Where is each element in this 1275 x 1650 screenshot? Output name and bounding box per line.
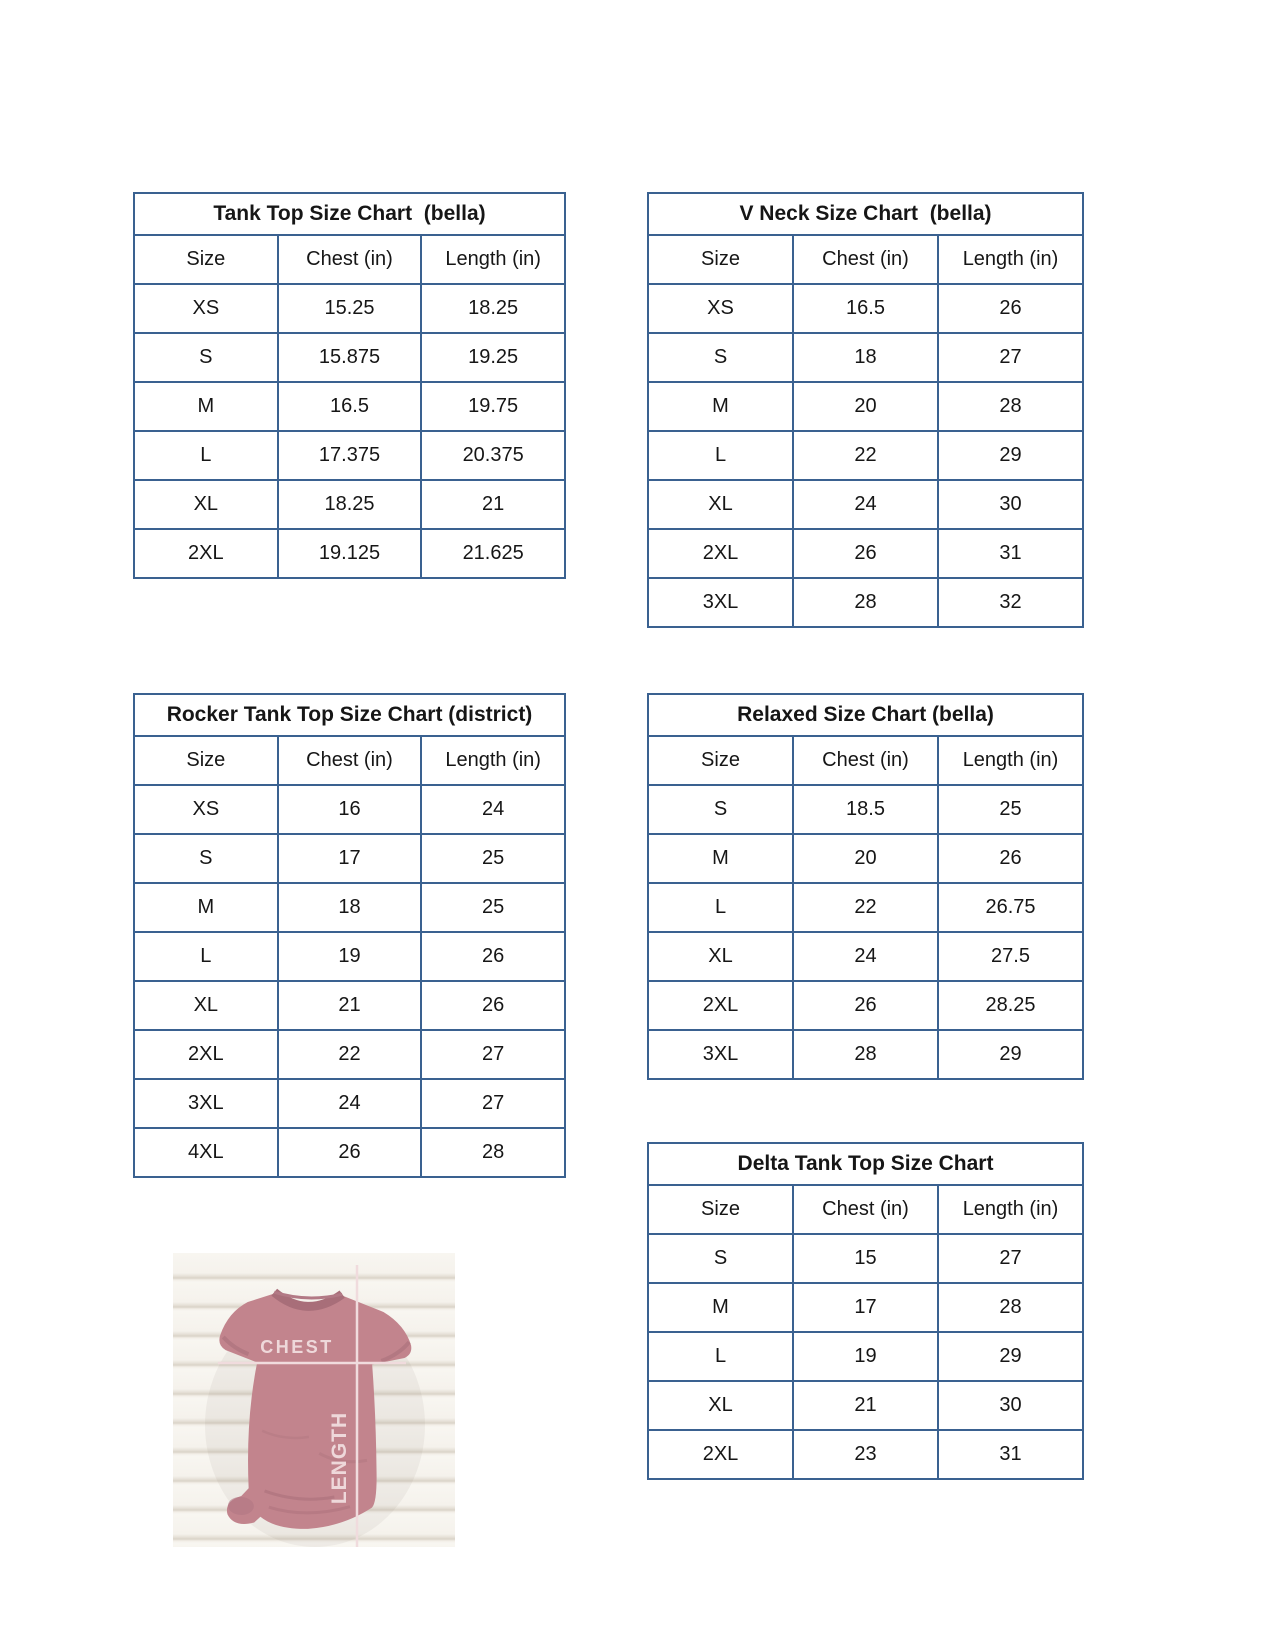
table-row	[134, 785, 565, 834]
table-row	[134, 834, 565, 883]
table-cell: XL	[134, 981, 278, 1030]
table-row	[134, 932, 565, 981]
table-cell: S	[134, 333, 278, 382]
table-cell: 2XL	[648, 529, 793, 578]
table-header-row	[648, 1185, 1083, 1234]
table-cell: 18.25	[421, 284, 565, 333]
column-header-length: Length (in)	[421, 235, 565, 284]
column-header-chest: Chest (in)	[278, 736, 422, 785]
column-header-length: Length (in)	[938, 736, 1083, 785]
table-cell: 26.75	[938, 883, 1083, 932]
table-cell: S	[648, 785, 793, 834]
table-cell: 29	[938, 1030, 1083, 1079]
table-cell: 15.875	[278, 333, 422, 382]
table-cell: 31	[938, 1430, 1083, 1479]
table-cell: 16.5	[278, 382, 422, 431]
table-row	[134, 431, 565, 480]
table-row	[134, 382, 565, 431]
table-cell: L	[134, 431, 278, 480]
table-row	[134, 883, 565, 932]
table-cell: 20	[793, 834, 938, 883]
table-row	[648, 1283, 1083, 1332]
table-cell: 2XL	[648, 1430, 793, 1479]
table-cell: 20	[793, 382, 938, 431]
table-cell: 23	[793, 1430, 938, 1479]
table-cell: XS	[134, 785, 278, 834]
table-cell: 26	[938, 284, 1083, 333]
table-cell: 29	[938, 1332, 1083, 1381]
table-cell: M	[648, 1283, 793, 1332]
table-row	[134, 284, 565, 333]
table-cell: 18.5	[793, 785, 938, 834]
table-cell: M	[134, 883, 278, 932]
table-cell: 22	[793, 883, 938, 932]
table-header-row	[648, 235, 1083, 284]
table-row	[648, 932, 1083, 981]
table-cell: 27	[938, 333, 1083, 382]
column-header-chest: Chest (in)	[793, 736, 938, 785]
table-cell: 16	[278, 785, 422, 834]
table-cell: 28	[421, 1128, 565, 1177]
table-header-row	[134, 736, 565, 785]
table-row	[648, 284, 1083, 333]
table-title-row	[134, 193, 565, 235]
column-header-size: Size	[648, 235, 793, 284]
column-header-length: Length (in)	[938, 1185, 1083, 1234]
table-cell: 27	[421, 1030, 565, 1079]
table-cell: 19.25	[421, 333, 565, 382]
table-cell: 29	[938, 431, 1083, 480]
table-cell: M	[648, 834, 793, 883]
table-row	[648, 1332, 1083, 1381]
column-header-chest: Chest (in)	[793, 235, 938, 284]
table-cell: 4XL	[134, 1128, 278, 1177]
table-cell: 19	[793, 1332, 938, 1381]
table-cell: 20.375	[421, 431, 565, 480]
table-cell: 25	[938, 785, 1083, 834]
table-cell: 32	[938, 578, 1083, 627]
table-row	[134, 529, 565, 578]
table-cell: XL	[648, 480, 793, 529]
table-cell: 30	[938, 1381, 1083, 1430]
table-row	[648, 578, 1083, 627]
table-cell: 26	[278, 1128, 422, 1177]
table-cell: 3XL	[648, 578, 793, 627]
column-header-size: Size	[134, 235, 278, 284]
table-cell: 3XL	[134, 1079, 278, 1128]
table-row	[648, 1030, 1083, 1079]
table-title: Tank Top Size Chart (bella)	[134, 193, 565, 235]
table-header-row	[134, 235, 565, 284]
table-cell: 16.5	[793, 284, 938, 333]
table-cell: S	[648, 333, 793, 382]
table-cell: 19.75	[421, 382, 565, 431]
table-cell: 22	[793, 431, 938, 480]
table-cell: 26	[793, 981, 938, 1030]
table-cell: 17.375	[278, 431, 422, 480]
table-cell: L	[134, 932, 278, 981]
table-cell: 17	[793, 1283, 938, 1332]
table-row	[134, 1030, 565, 1079]
table-row	[648, 529, 1083, 578]
table-cell: M	[134, 382, 278, 431]
table-row	[134, 1079, 565, 1128]
table-cell: 19	[278, 932, 422, 981]
table-title-row	[648, 694, 1083, 736]
table-cell: 28.25	[938, 981, 1083, 1030]
table-cell: S	[648, 1234, 793, 1283]
table-cell: 28	[938, 382, 1083, 431]
table-row	[134, 1128, 565, 1177]
table-cell: L	[648, 1332, 793, 1381]
table-cell: 27.5	[938, 932, 1083, 981]
table-row	[134, 480, 565, 529]
table-cell: 28	[793, 1030, 938, 1079]
table-cell: L	[648, 883, 793, 932]
table-cell: 30	[938, 480, 1083, 529]
table-cell: 21	[278, 981, 422, 1030]
table-cell: XL	[648, 932, 793, 981]
size-table-v-neck	[647, 192, 1084, 628]
table-cell: 22	[278, 1030, 422, 1079]
table-title-row	[134, 694, 565, 736]
shirt-measurement-photo	[173, 1253, 455, 1547]
table-cell: 18	[278, 883, 422, 932]
table-cell: 21.625	[421, 529, 565, 578]
table-row	[648, 382, 1083, 431]
size-table-rocker-tank	[133, 693, 566, 1178]
table-row	[648, 785, 1083, 834]
table-cell: 26	[421, 932, 565, 981]
table-cell: 31	[938, 529, 1083, 578]
table-cell: XS	[134, 284, 278, 333]
table-cell: 21	[421, 480, 565, 529]
column-header-chest: Chest (in)	[793, 1185, 938, 1234]
table-cell: 3XL	[648, 1030, 793, 1079]
table-cell: 19.125	[278, 529, 422, 578]
table-cell: 18.25	[278, 480, 422, 529]
table-row	[648, 480, 1083, 529]
column-header-chest: Chest (in)	[278, 235, 422, 284]
table-cell: 21	[793, 1381, 938, 1430]
table-cell: 15.25	[278, 284, 422, 333]
table-cell: 26	[421, 981, 565, 1030]
table-title-row	[648, 193, 1083, 235]
chest-label: CHEST	[260, 1337, 334, 1357]
table-cell: 28	[938, 1283, 1083, 1332]
table-cell: XS	[648, 284, 793, 333]
table-row	[134, 981, 565, 1030]
table-header-row	[648, 736, 1083, 785]
table-cell: 24	[793, 932, 938, 981]
column-header-size: Size	[648, 736, 793, 785]
table-cell: 26	[793, 529, 938, 578]
table-row	[648, 883, 1083, 932]
column-header-size: Size	[648, 1185, 793, 1234]
size-table-delta-tank	[647, 1142, 1084, 1480]
table-cell: 28	[793, 578, 938, 627]
table-cell: 2XL	[134, 1030, 278, 1079]
column-header-length: Length (in)	[421, 736, 565, 785]
table-cell: XL	[134, 480, 278, 529]
shirt-illustration	[173, 1253, 455, 1547]
table-title: V Neck Size Chart (bella)	[648, 193, 1083, 235]
table-row	[648, 1234, 1083, 1283]
size-table-relaxed	[647, 693, 1084, 1080]
table-row	[648, 1381, 1083, 1430]
table-row	[648, 1430, 1083, 1479]
table-cell: 27	[938, 1234, 1083, 1283]
table-cell: 25	[421, 834, 565, 883]
table-title: Relaxed Size Chart (bella)	[648, 694, 1083, 736]
table-cell: 2XL	[648, 981, 793, 1030]
column-header-size: Size	[134, 736, 278, 785]
column-header-length: Length (in)	[938, 235, 1083, 284]
table-row	[648, 333, 1083, 382]
table-cell: 24	[793, 480, 938, 529]
table-title: Rocker Tank Top Size Chart (district)	[134, 694, 565, 736]
table-cell: 27	[421, 1079, 565, 1128]
table-cell: XL	[648, 1381, 793, 1430]
table-cell: S	[134, 834, 278, 883]
table-row	[648, 981, 1083, 1030]
table-row	[648, 431, 1083, 480]
table-title: Delta Tank Top Size Chart	[648, 1143, 1083, 1185]
table-title-row	[648, 1143, 1083, 1185]
table-row	[648, 834, 1083, 883]
table-row	[134, 333, 565, 382]
table-cell: 24	[278, 1079, 422, 1128]
table-cell: L	[648, 431, 793, 480]
table-cell: 2XL	[134, 529, 278, 578]
size-table-tank-top	[133, 192, 566, 579]
table-cell: M	[648, 382, 793, 431]
table-cell: 25	[421, 883, 565, 932]
table-cell: 24	[421, 785, 565, 834]
table-cell: 18	[793, 333, 938, 382]
length-label: LENGTH	[328, 1411, 351, 1505]
table-cell: 15	[793, 1234, 938, 1283]
table-cell: 17	[278, 834, 422, 883]
table-cell: 26	[938, 834, 1083, 883]
